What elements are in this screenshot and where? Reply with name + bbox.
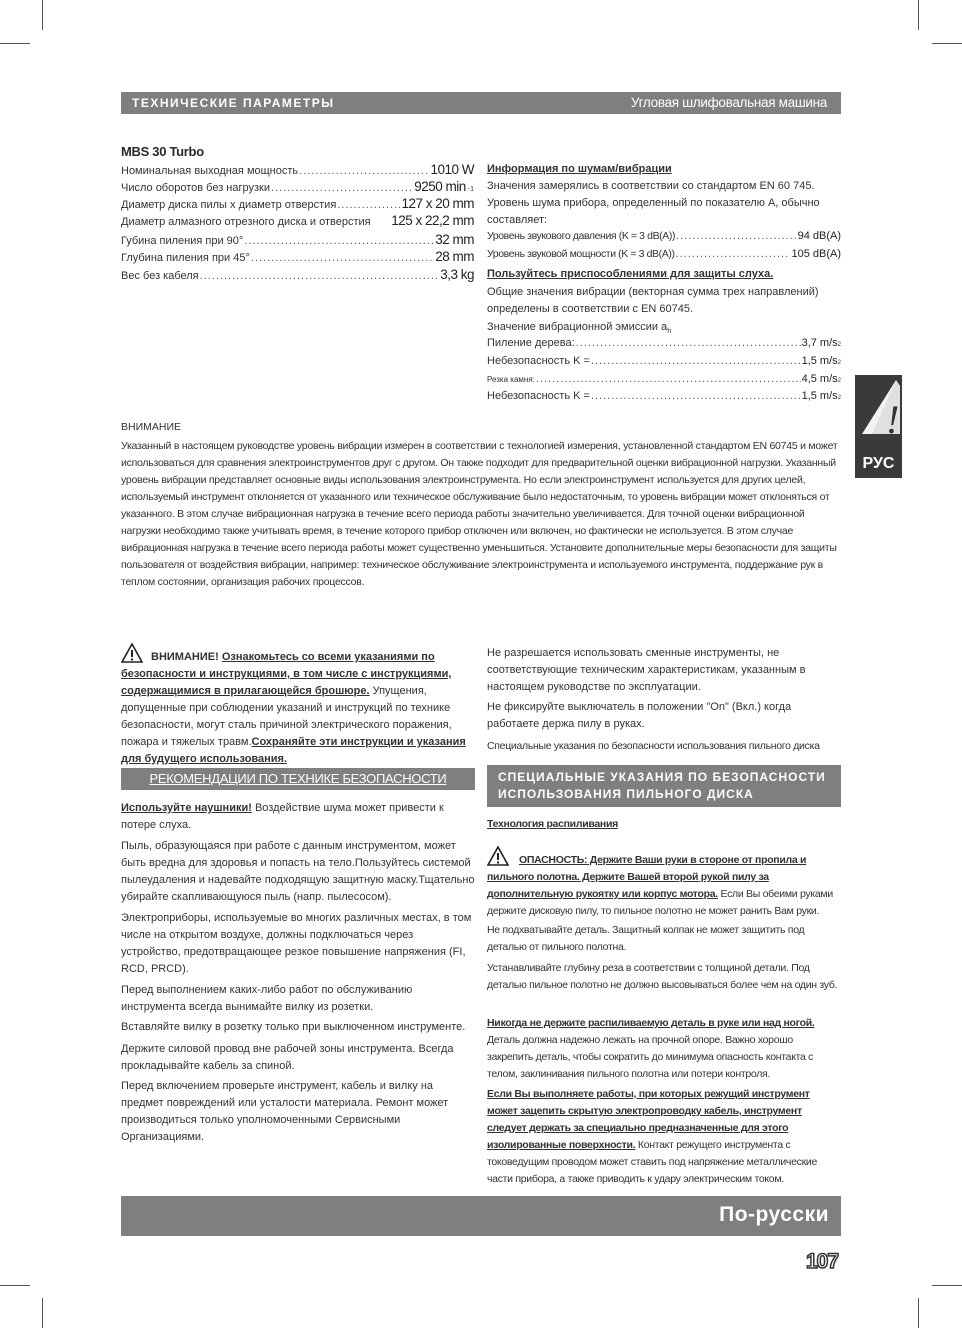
- vib-wood: Пиление дерева: ..... 3,7 m/s 2: [487, 337, 841, 349]
- right-section-title: СПЕЦИАЛЬНЫЕ УКАЗАНИЯ ПО БЕЗОПАСНОСТИ ИСПОЛЬЗОВАНИЯ ПИЛЬНОГО ДИСКА: [498, 770, 826, 801]
- right-p7: Если Вы выполняете работы, при которых режущий инструмент может зацепить скрытую электропроводку кабель, инструмент следует держать за специально предназначенные для этого изолированные поверхности. Контакт режущего инструмента с токоведущим проводом может ставить под напряжение металлические части прибора, а также приводить к удару электрическим током.: [487, 1088, 817, 1185]
- noise-p4: Значение вибрационной эмиссии $a_h$: [487, 321, 672, 336]
- spec-row-weight: Вес без кабеля ..... 3,3 kg: [121, 267, 474, 282]
- ear-protection: Пользуйтесь приспособлениями для защиты слуха.: [487, 268, 774, 280]
- attention-body: Указанный в настоящем руководстве уровень вибрации измерен в соответствии с технологией измерения, установленной стандартом EN 60745 и может использоваться для сравнения электроинструментов друг с другом. Он также подходит для предварительной оценки вибрационной нагрузки. Указанный уровень вибрации представляет основные виды использования электроинструмента. Но если электроинструмент используется для других целей, используемый инструмент отклоняется от указанного или техническое обслуживание было недостаточным, то уровень вибрации может отклоняться от указанного. В этом случае вибрационная нагрузка в течение всего периода работы значительно увеличивается. Для точной оценки вибрационной нагрузки необходимо также учитывать время, в течение которого прибор отключен или включен, но фактически не используется. В этом случае вибрационная нагрузка в течение всего периода работы может существенно уменьшиться. Установите дополнительные меры безопасности для защиты пользователя от воздействия вибрации, например: техническое обслуживание электроинструмента и используемого инструмента, поддержание рук в теплом состоянии, организация рабочих процессов.: [121, 440, 838, 588]
- footer-language: По-русски: [719, 1203, 829, 1226]
- noise-title: Информация по шумам/вибрации: [487, 163, 672, 175]
- right-section-bar: [487, 765, 841, 807]
- vib-wood-k: Небезопасность K = ..... 1,5 m/s 2: [487, 355, 841, 367]
- language-tab: [855, 375, 902, 478]
- header-section-title: ТЕХНИЧЕСКИЕ ПАРАМЕТРЫ: [132, 96, 335, 110]
- crop-mark: [918, 0, 919, 30]
- noise-p2: Уровень шума прибора, определенный по показателю А, обычно составляет:: [487, 197, 820, 226]
- svg-text:!: !: [886, 397, 900, 442]
- noise-p3: Общие значения вибрации (векторная сумма трех направлений) определены в соответствии с EN 60745.: [487, 286, 819, 315]
- vib-stone: Резка камня: ..... 4,5 m/s 2: [487, 373, 841, 385]
- warning-triangle-icon: [856, 378, 901, 448]
- crop-mark: [918, 1298, 919, 1328]
- left-p3: Электроприборы, используемые во многих различных местах, в том числе на открытом воздухе, должны подключаться через устройство, предотвращающее резкое повышение напряжения (FI, RCD, PRCD).: [121, 912, 472, 975]
- crop-mark: [42, 0, 43, 30]
- left-p1: Используйте наушники! Воздействие шума может привести к потере слуха.: [121, 802, 444, 831]
- crop-mark: [932, 43, 962, 44]
- vib-stone-k: Небезопасность K = ..... 1,5 m/s 2: [487, 390, 841, 402]
- left-warning: ВНИМАНИЕ! Ознакомьтесь со всеми указаниями по безопасности и инструкциями, в том числе с инструкциями, содержащимися в прилагающейся брошюре. Упущения, допущенные при соблюдении указаний и инструкций по технике безопасности, могут сталь причиной электрического поражения, пожара и тяжелых травм.Сохраняйте эти инструкции и указания для будущего использования.: [121, 643, 475, 768]
- right-p6: Никогда не держите распиливаемую деталь в руке или над ногой. Деталь должна надежно лежать на прочной опоре. Важно хорошо закрепить деталь, чтобы сократить до минимума опасность контакта с телом, заклинивания пильного полотна или потери контроля.: [487, 1017, 815, 1080]
- right-danger: ОПАСНОСТЬ: Держите Ваши руки в стороне от пропила и пильного полотна. Держите Вашей второй рукой пилу за дополнительную рукоятку или корпус мотора. Если Вы обеими руками держите дисковую пилу, то пильное полотно не может ранить Вам руки.: [487, 846, 841, 920]
- left-section-title: РЕКОМЕНДАЦИИ ПО ТЕХНИКЕ БЕЗОПАСНОСТИ: [149, 771, 447, 786]
- right-p1: Не разрешается использовать сменные инструменты, не соответствующие техническим характеристикам, указанным в настоящем руководстве по эксплуатации.: [487, 647, 806, 693]
- footer-bar: [121, 1196, 841, 1236]
- crop-mark: [932, 1285, 962, 1286]
- left-p5: Вставляйте вилку в розетку только при выключенном инструменте.: [121, 1021, 466, 1033]
- right-p5: Устанавливайте глубину реза в соответствии с толщиной детали. Под деталью пильное полотно не должно высовываться более чем на один зуб.: [487, 962, 838, 991]
- spec-row-diamond: Диаметр алмазного отрезного диска и отверстия 125 x 22,2 mm: [121, 213, 474, 228]
- right-p2: Не фиксируйте выключатель в положении "On" (Вкл.) когда работаете держа пилу в руках.: [487, 701, 792, 730]
- left-p7: Перед включением проверьте инструмент, кабель и вилку на предмет повреждений или усталости материала. Ремонт может производиться только уполномоченными Сервисными Организациями.: [121, 1080, 449, 1143]
- crop-mark: [42, 1298, 43, 1328]
- spec-row-depth90: Губина пиления при 90° ..... 32 mm: [121, 232, 474, 247]
- page-number: 107: [806, 1250, 839, 1273]
- spec-row-power: Номинальная выходная мощность ..... 1010 W: [121, 162, 474, 177]
- left-p6: Держите силовой провод вне рабочей зоны инструмента. Всегда прокладывайте кабель за спиной.: [121, 1043, 454, 1072]
- right-tech: Технология распиливания: [487, 818, 618, 830]
- warning-icon: [121, 643, 143, 663]
- language-label: РУС: [862, 455, 895, 472]
- header-bar: [121, 92, 841, 114]
- left-p2: Пыль, образующаяся при работе с данным инструментом, может быть вредна для здоровья и попасть на тело.Пользуйтесь системой пылеудаления и надевайте подходящую защитную маску.Тщательно убирайте скапливающуюся пыль (напр. пылесосом).: [121, 840, 475, 903]
- left-section-bar: [121, 768, 475, 790]
- header-product-title: Угловая шлифовальная машина: [630, 95, 827, 110]
- noise-pressure: Уровень звукового давления (K = 3 dB(A)) ..... 94 dB(A): [487, 230, 841, 242]
- crop-mark: [0, 43, 30, 44]
- right-p4: Не подхватывайте деталь. Защитный колпак не может защитить под деталью от пильного полотна.: [487, 924, 805, 953]
- noise-p1: Значения замерялись в соответствии со стандартом EN 60 745.: [487, 180, 815, 192]
- crop-mark: [0, 1285, 30, 1286]
- noise-power: Уровень звуковой мощности (K = 3 dB(A)) ..... 105 dB(A): [487, 248, 841, 260]
- attention-title: ВНИМАНИЕ: [121, 421, 182, 433]
- danger-icon: [487, 846, 509, 866]
- model-name: MBS 30 Turbo: [121, 144, 204, 159]
- spec-row-depth45: Глубина пиления при 45° ..... 28 mm: [121, 249, 474, 264]
- right-p3: Специальные указания по безопасности использования пильного диска: [487, 740, 820, 752]
- left-p4: Перед выполнением каких-либо работ по обслуживанию инструмента всегда вынимайте вилку из розетки.: [121, 984, 413, 1013]
- spec-row-blade: Диаметр диска пилы x диаметр отверстия ..... 127 x 20 mm: [121, 196, 474, 211]
- spec-row-speed: Число оборотов без нагрузки ..... 9250 min $_{-1}$: [121, 179, 474, 194]
